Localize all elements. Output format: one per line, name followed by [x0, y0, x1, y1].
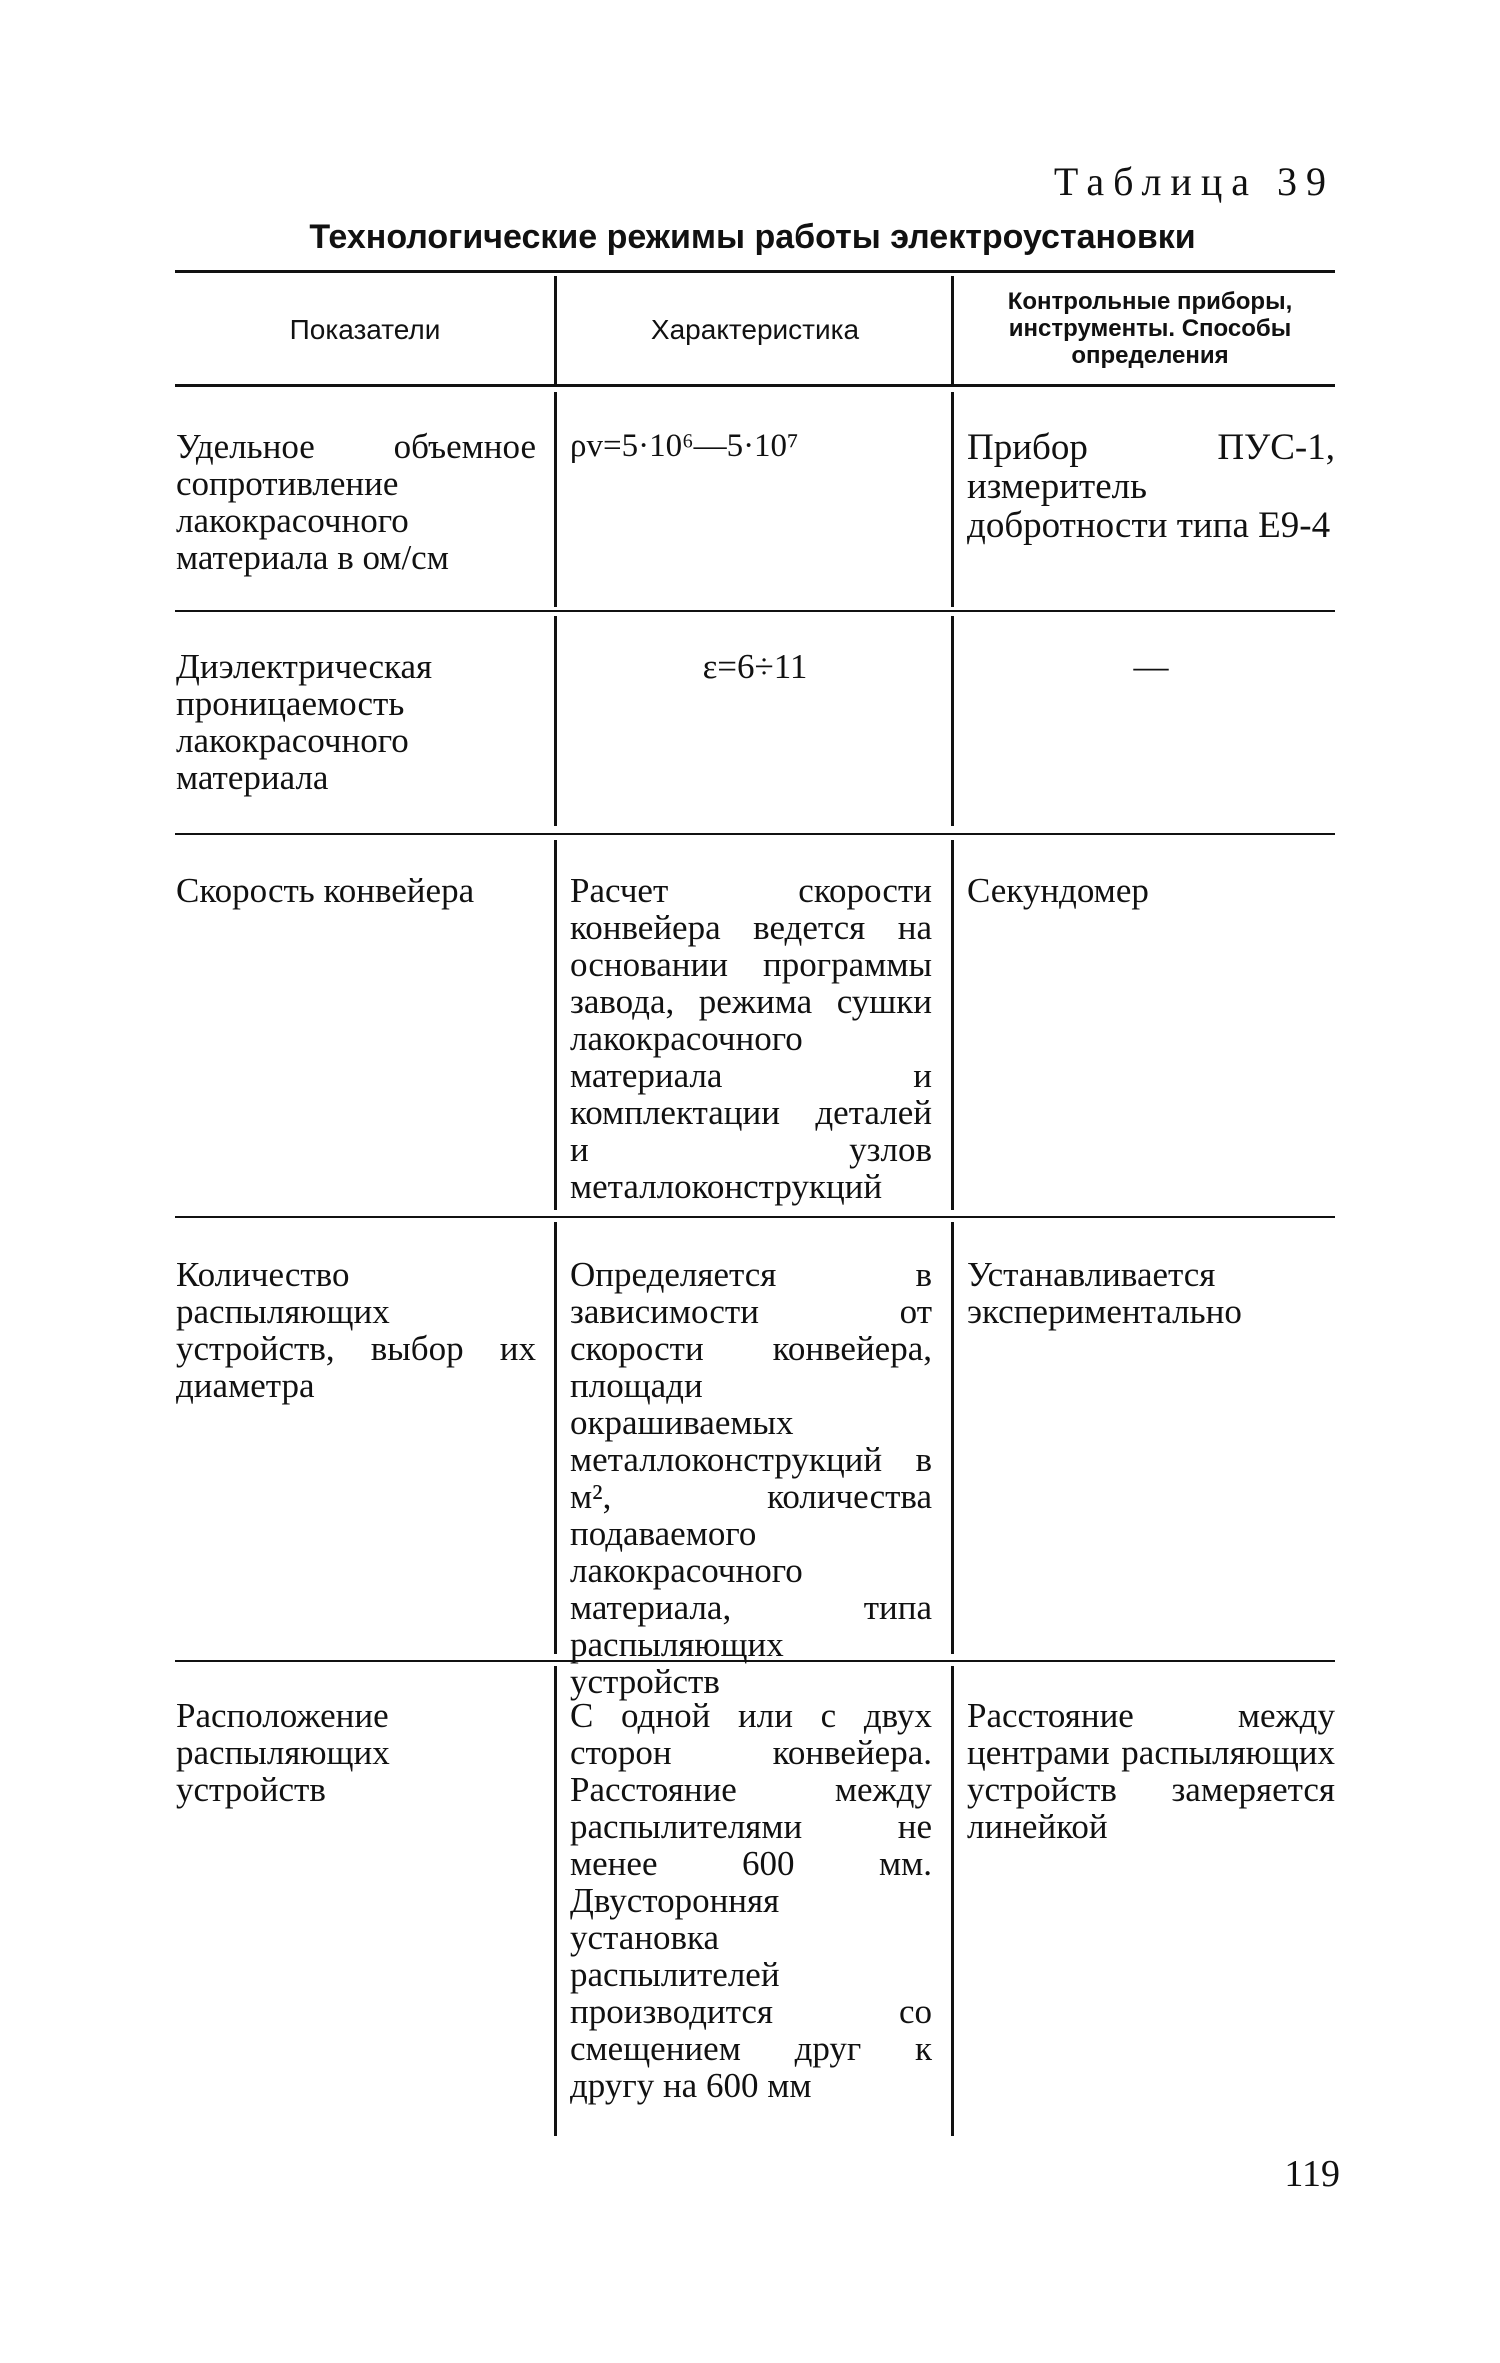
row-5-characteristic: С одной или с двух сторон конвейера. Расстояние между распылителями не менее 600 мм. Двусторонняя установка распылителей производится со смещением друг к другу на 600 мм — [570, 1696, 932, 2105]
row-4-instruments: Устанавливается экспериментально — [967, 1255, 1242, 1331]
page-number: 119 — [1284, 2153, 1340, 2195]
column-divider — [554, 616, 557, 826]
column-divider — [951, 616, 954, 826]
header-characteristic: Характеристика — [650, 314, 860, 345]
row-3-indicator: Скорость конвейера — [176, 871, 475, 910]
row-2-instruments-dash: — — [1133, 647, 1169, 686]
row-4-characteristic: Определяется в зависимости от скорости конвейера, площади окрашиваемых металлоконструкций в м², количества подаваемого лакокрасочного материала, типа распыляющих устройств — [570, 1255, 932, 1701]
column-divider — [951, 840, 954, 1210]
column-divider — [951, 1666, 954, 2136]
row-divider — [175, 833, 1335, 835]
row-1-characteristic: ρv=5·10⁶—5·10⁷ — [570, 428, 799, 464]
header-indicators: Показатели — [289, 314, 441, 345]
column-divider — [554, 1666, 557, 2136]
table-label: Таблица 39 — [1053, 159, 1335, 204]
header-bottom-rule — [175, 384, 1335, 387]
column-divider — [554, 840, 557, 1210]
column-divider — [554, 392, 557, 607]
row-divider — [175, 610, 1335, 612]
row-3-instruments: Секундомер — [967, 871, 1149, 910]
row-5-instruments: Расстояние между центрами распыляющих устройств замеряется линейкой — [967, 1696, 1335, 1846]
row-2-characteristic: ε=6÷11 — [702, 647, 808, 686]
column-divider — [951, 1222, 954, 1654]
row-1-indicator-text: Удельное объемное сопротивление лакокрасочного материала в ом/см — [176, 427, 536, 577]
row-1-indicator — [176, 428, 536, 576]
column-divider — [554, 276, 557, 384]
table-top-rule — [175, 270, 1335, 273]
row-4-indicator: Количество распыляющих устройств, выбор их диаметра — [176, 1255, 536, 1405]
row-5-indicator: Расположение распыляющих устройств — [176, 1696, 390, 1809]
row-1-instruments: Прибор ПУС-1, измеритель добротности типа Е9-4 — [967, 427, 1335, 546]
header-instruments: Контрольные приборы, инструменты. Способы определения — [1007, 288, 1293, 369]
row-divider — [175, 1216, 1335, 1218]
column-divider — [951, 392, 954, 607]
table-title: Технологические режимы работы электроустановки — [309, 218, 1196, 256]
row-3-characteristic: Расчет скорости конвейера ведется на основании программы завода, режима сушки лакокрасочного материала и комплектации деталей и узлов металлоконструкций — [570, 871, 932, 1206]
column-divider — [554, 1222, 557, 1654]
column-divider — [951, 276, 954, 384]
row-2-indicator: Диэлектрическая проницаемость лакокрасочного материала — [176, 647, 433, 797]
